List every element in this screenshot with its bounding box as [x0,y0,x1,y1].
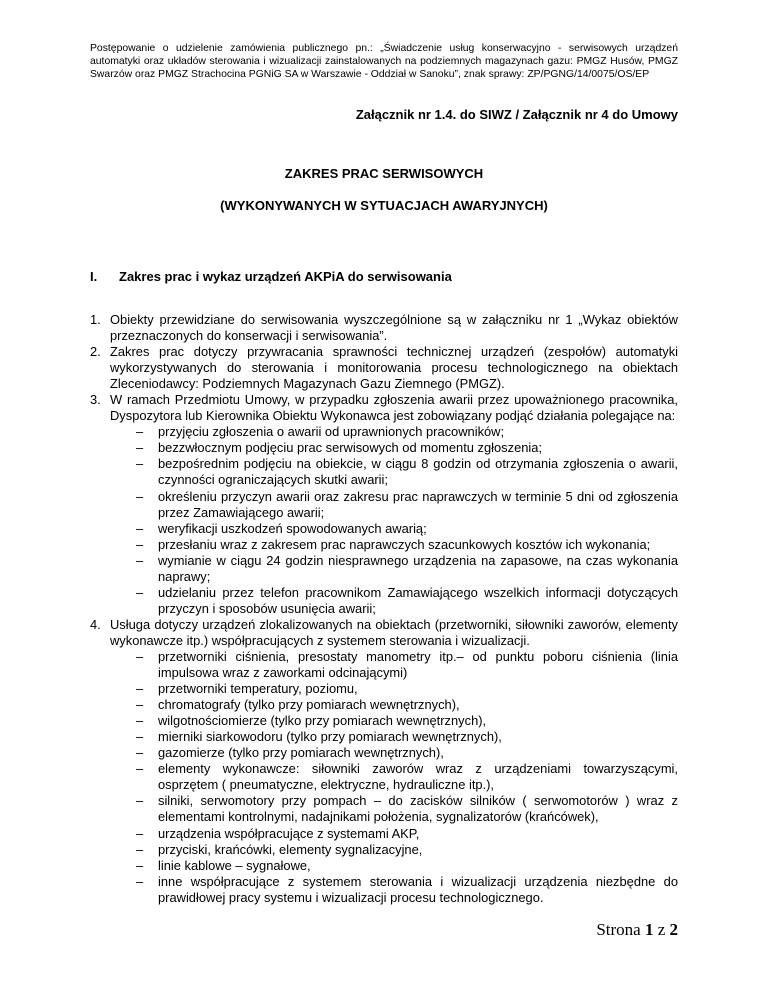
document-title: ZAKRES PRAC SERWISOWYCH [284,166,484,181]
header-line: Postępowanie o udzielenie zamówienia publicznego pn.: „Świadczenie usług konserwacyjno - serwisowych urządzeń [90,43,678,54]
item-number: 3. [90,392,101,408]
sub-list-item [90,456,678,488]
sub-item-text: mierniki siarkowodoru (tylko przy pomiarach wewnętrznych), [158,729,502,745]
header-line: automatyki oraz układów sterowania i wizualizacji zainstalowanych na podziemnych magazynach gazu: PMGZ Husów, PMGZ [90,56,678,67]
sub-item-text: urządzenia współpracujące z systemami AKP, [158,825,420,841]
dash-bullet: – [136,825,144,841]
dash-bullet: – [136,520,144,536]
sub-list-item [90,521,678,537]
dash-bullet: – [136,761,144,777]
sub-list-item [90,489,678,521]
devices-list [90,649,678,906]
attachment-reference: Załącznik nr 1.4. do SIWZ / Załącznik nr 4 do Umowy [355,107,678,122]
sub-item-text: określeniu przyczyn awarii oraz zakresu prac naprawczych w terminie 5 dni od zgłoszenia przez Zamawiającego awarii; [158,488,678,520]
dash-bullet: – [136,488,144,504]
dash-bullet: – [136,584,144,600]
page-number [596,920,678,940]
section-title: Zakres prac i wykaz urządzeń AKPiA do serwisowania [119,269,452,284]
header-line: Swarzów oraz PMGZ Strachocina PGNiG SA w Warszawie - Oddział w Sanoku”, znak sprawy: ZP/PGNG/14/0075/OS/EP [90,69,650,80]
total-pages: 2 [669,920,678,939]
sub-list-item [90,761,678,793]
item-text: Usługa dotyczy urządzeń zlokalizowanych na obiektach (przetworniki, siłowniki zaworów, elementy wykonawcze itp.) współpracujących z systemem sterowania i wizualizacji. [110,616,678,648]
sub-list-item [90,537,678,553]
dash-bullet: – [136,681,144,697]
duties-list [90,424,678,617]
sub-list-item [90,729,678,745]
item-text: W ramach Przedmiotu Umowy, w przypadku zgłoszenia awarii przez upoważnionego pracownika, Dyspozytora lub Kierownika Obiektu Wykonawca jest zobowiązany podjąć działania polegające na: [110,392,678,424]
section-heading [90,269,452,284]
sub-list-item [90,649,678,681]
dash-bullet: – [136,552,144,568]
sub-item-text: przetworniki ciśnienia, presostaty manometry itp.– od punktu poboru ciśnienia (linia impulsowa wraz z zaworkami odcinającymi) [158,648,678,681]
page-label: Strona [596,920,641,939]
item-number: 2. [90,344,101,360]
list-item [90,617,678,649]
dash-bullet: – [136,729,144,745]
sub-item-text: wymianie w ciągu 24 godzin niesprawnego urządzenia na zapasowe, na czas wykonania naprawy; [158,552,678,584]
sub-list-item [90,826,678,842]
sub-item-text: chromatografy (tylko przy pomiarach wewnętrznych), [158,697,460,713]
sub-item-text: gazomierze (tylko przy pomiarach wewnętrznych), [158,745,444,761]
sub-list-item [90,874,678,906]
item-number: 1. [90,312,101,327]
dash-bullet: – [136,713,144,729]
sub-item-text: bezpośrednim podjęciu na obiekcie, w ciągu 8 godzin od otrzymania zgłoszenia o awarii, czynności ograniczających skutki awarii; [158,456,678,488]
dash-bullet: – [136,857,144,873]
list-item [90,312,678,344]
sub-list-item [90,793,678,825]
sub-item-text: inne współpracujące z systemem sterowania i wizualizacji urządzenia niezbędne do prawidłowej pracy systemu i wizualizacji procesu technologicznego. [158,873,678,905]
dash-bullet: – [136,648,144,664]
procurement-header [90,42,678,81]
sub-list-item [90,681,678,697]
item-number: 4. [90,616,101,632]
document-subtitle: (WYKONYWANYCH W SYTUACJACH AWARYJNYCH) [220,198,548,213]
sub-item-text: udzielaniu przez telefon pracownikom Zamawiającego wszelkich informacji dotyczących przyczyn i sposobów usunięcia awarii; [158,584,678,616]
dash-bullet: – [136,793,144,809]
list-item [90,344,678,392]
sub-item-text: linie kablowe – sygnałowe, [158,857,311,873]
dash-bullet: – [136,841,144,857]
sub-item-text: elementy wykonawcze: siłowniki zaworów wraz z urządzeniami towarzyszącymi, osprzętem ( pneumatyczne, elektryczne, hydrauliczne itp.), [158,761,678,793]
section-number: I. [90,269,98,284]
dash-bullet: – [136,745,144,761]
current-page: 1 [644,920,654,939]
sub-list-item [90,713,678,729]
sub-list-item [90,697,678,713]
document-body [90,312,678,906]
sub-item-text: przyciski, krańcówki, elementy sygnalizacyjne, [158,841,423,857]
sub-list-item [90,585,678,617]
dash-bullet: – [136,873,144,889]
dash-bullet: – [136,456,144,472]
sub-item-text: weryfikacji uszkodzeń spowodowanych awarią; [158,520,427,536]
page-separator: z [657,920,666,939]
sub-list-item [90,553,678,585]
sub-list-item [90,424,678,440]
item-text: Zakres prac dotyczy przywracania sprawności technicznej urządzeń (zespołów) automatyki wykorzystywanych do sterowania i monitorowania procesu technologicznego na obiektach Zleceniodawcy: Podziemnych Magazynach Gazu Ziemnego (PMGZ). [110,344,678,392]
dash-bullet: – [136,536,144,552]
list-item [90,392,678,424]
sub-item-text: wilgotnościomierze (tylko przy pomiarach wewnętrznych), [158,713,487,729]
sub-item-text: bezzwłocznym podjęciu prac serwisowych od momentu zgłoszenia; [158,440,543,456]
sub-list-item [90,745,678,761]
sub-item-text: silniki, serwomotory przy pompach – do zacisków silników ( serwomotorów ) wraz z elementami kontrolnymi, nadajnikami położenia, sygnalizatorów (krańcówek), [158,793,678,825]
dash-bullet: – [136,440,144,456]
sub-list-item [90,440,678,456]
dash-bullet: – [136,697,144,713]
dash-bullet: – [136,424,144,440]
sub-item-text: przyjęciu zgłoszenia o awarii od uprawnionych pracowników; [158,424,505,440]
item-text: Obiekty przewidziane do serwisowania wyszczególnione są w załączniku nr 1 „Wykaz obiektów przeznaczonych do konserwacji i serwisowania”. [110,312,678,344]
sub-item-text: przetworniki temperatury, poziomu, [158,681,358,697]
sub-item-text: przesłaniu wraz z zakresem prac naprawczych szacunkowych kosztów ich wykonania; [158,536,651,552]
sub-list-item [90,842,678,858]
sub-list-item [90,858,678,874]
